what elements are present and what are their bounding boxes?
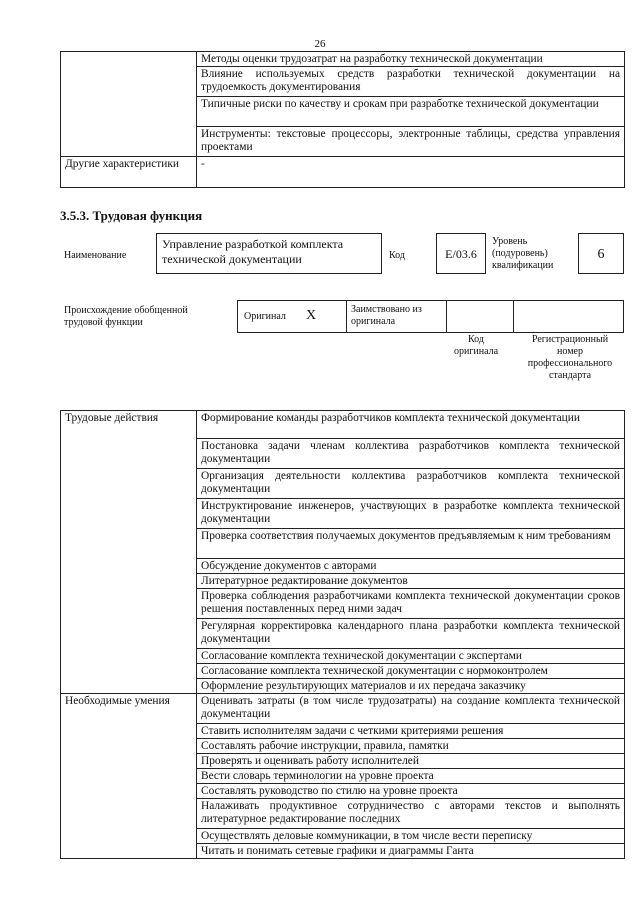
- code-value: E/03.6: [445, 247, 477, 261]
- section-title: 3.5.3. Трудовая функция: [60, 208, 203, 223]
- actions-item: Постановка задачи членам коллектива разработчиков комплекта технической документации: [197, 439, 625, 469]
- table-row: [61, 52, 625, 67]
- table-cell-text: Инструменты: текстовые процессоры, электронные таблицы, средства управления проектами: [197, 127, 625, 157]
- table-cell-label: [61, 52, 197, 157]
- actions-item: Регулярная корректировка календарного плана разработки комплекта технической документации: [197, 619, 625, 649]
- original-mark: X: [306, 308, 317, 323]
- skills-item: Налаживать продуктивное сотрудничество с авторами текстов и выполнять литературное редактирование последних: [197, 799, 625, 829]
- skills-item: Осуществлять деловые коммуникации, в том числе вести переписку: [197, 829, 625, 844]
- table-row: [61, 694, 625, 724]
- actions-item: Проверка соблюдения разработчиками комплекта технической документации сроков решения поставленных перед ними задач: [197, 589, 625, 619]
- actions-item: Организация деятельности коллектива разработчиков комплекта технической документации: [197, 469, 625, 499]
- table-cell-text: Методы оценки трудозатрат на разработку технической документации: [197, 52, 625, 67]
- actions-item: Согласование комплекта технической документации с экспертами: [197, 649, 625, 664]
- level-label: Уровень (подуровень) квалификации: [492, 236, 554, 271]
- actions-item: Формирование команды разработчиков комплекта технической документации: [197, 411, 625, 439]
- table-cell-text: -: [197, 157, 625, 188]
- table-row: [61, 411, 625, 439]
- skills-item: Составлять рабочие инструкции, правила, памятки: [197, 739, 625, 754]
- actions-item: Согласование комплекта технической документации с нормоконтролем: [197, 664, 625, 679]
- actions-item: Проверка соответствия получаемых документов предъявляемым к ним требованиям: [197, 529, 625, 559]
- skills-item: Ставить исполнителям задачи с четкими критериями решения: [197, 724, 625, 739]
- origin-label: Происхождение обобщенной трудовой функции: [64, 305, 188, 328]
- skills-item: Оценивать затраты (в том числе трудозатраты) на создание комплекта технической документации: [197, 694, 625, 724]
- origin-box: [237, 300, 624, 333]
- table-row: [61, 157, 625, 188]
- original-label: Оригинал: [244, 311, 286, 322]
- skills-item: Проверять и оценивать работу исполнителей: [197, 754, 625, 769]
- level-box: [578, 233, 624, 274]
- skills-label: Необходимые умения: [61, 694, 197, 859]
- level-value: 6: [597, 247, 605, 262]
- skills-item: Читать и понимать сетевые графики и диаграммы Ганта: [197, 844, 625, 859]
- actions-item: Инструктирование инженеров, участвующих в разработке комплекта технической документации: [197, 499, 625, 529]
- actions-item: Литературное редактирование документов: [197, 574, 625, 589]
- actions-item: Оформление результирующих материалов и их передача заказчику: [197, 679, 625, 694]
- skills-item: Составлять руководство по стилю на уровне проекта: [197, 784, 625, 799]
- actions-item: Обсуждение документов с авторами: [197, 559, 625, 574]
- knowledge-table: [60, 51, 625, 188]
- function-name: Управление разработкой комплекта технической документации: [162, 237, 344, 266]
- table-cell-text: Влияние используемых средств разработки технической документации на трудоемкость документирования: [197, 67, 625, 97]
- actions-label: Трудовые действия: [61, 411, 197, 694]
- code-caption: Код оригинала: [453, 334, 499, 357]
- name-label: Наименование: [64, 250, 127, 261]
- table-cell-label: Другие характеристики: [61, 157, 197, 188]
- page-number: 26: [314, 38, 326, 50]
- function-table: [60, 410, 625, 859]
- code-box: [436, 233, 486, 274]
- code-label: Код: [389, 250, 405, 261]
- borrowed-label: Заимствовано из оригинала: [351, 304, 422, 327]
- function-name-box: [156, 233, 382, 274]
- skills-item: Вести словарь терминологии на уровне проекта: [197, 769, 625, 784]
- table-cell-text: Типичные риски по качеству и срокам при разработке технической документации: [197, 97, 625, 127]
- reg-caption: Регистрационный номер профессионального стандарта: [527, 334, 613, 381]
